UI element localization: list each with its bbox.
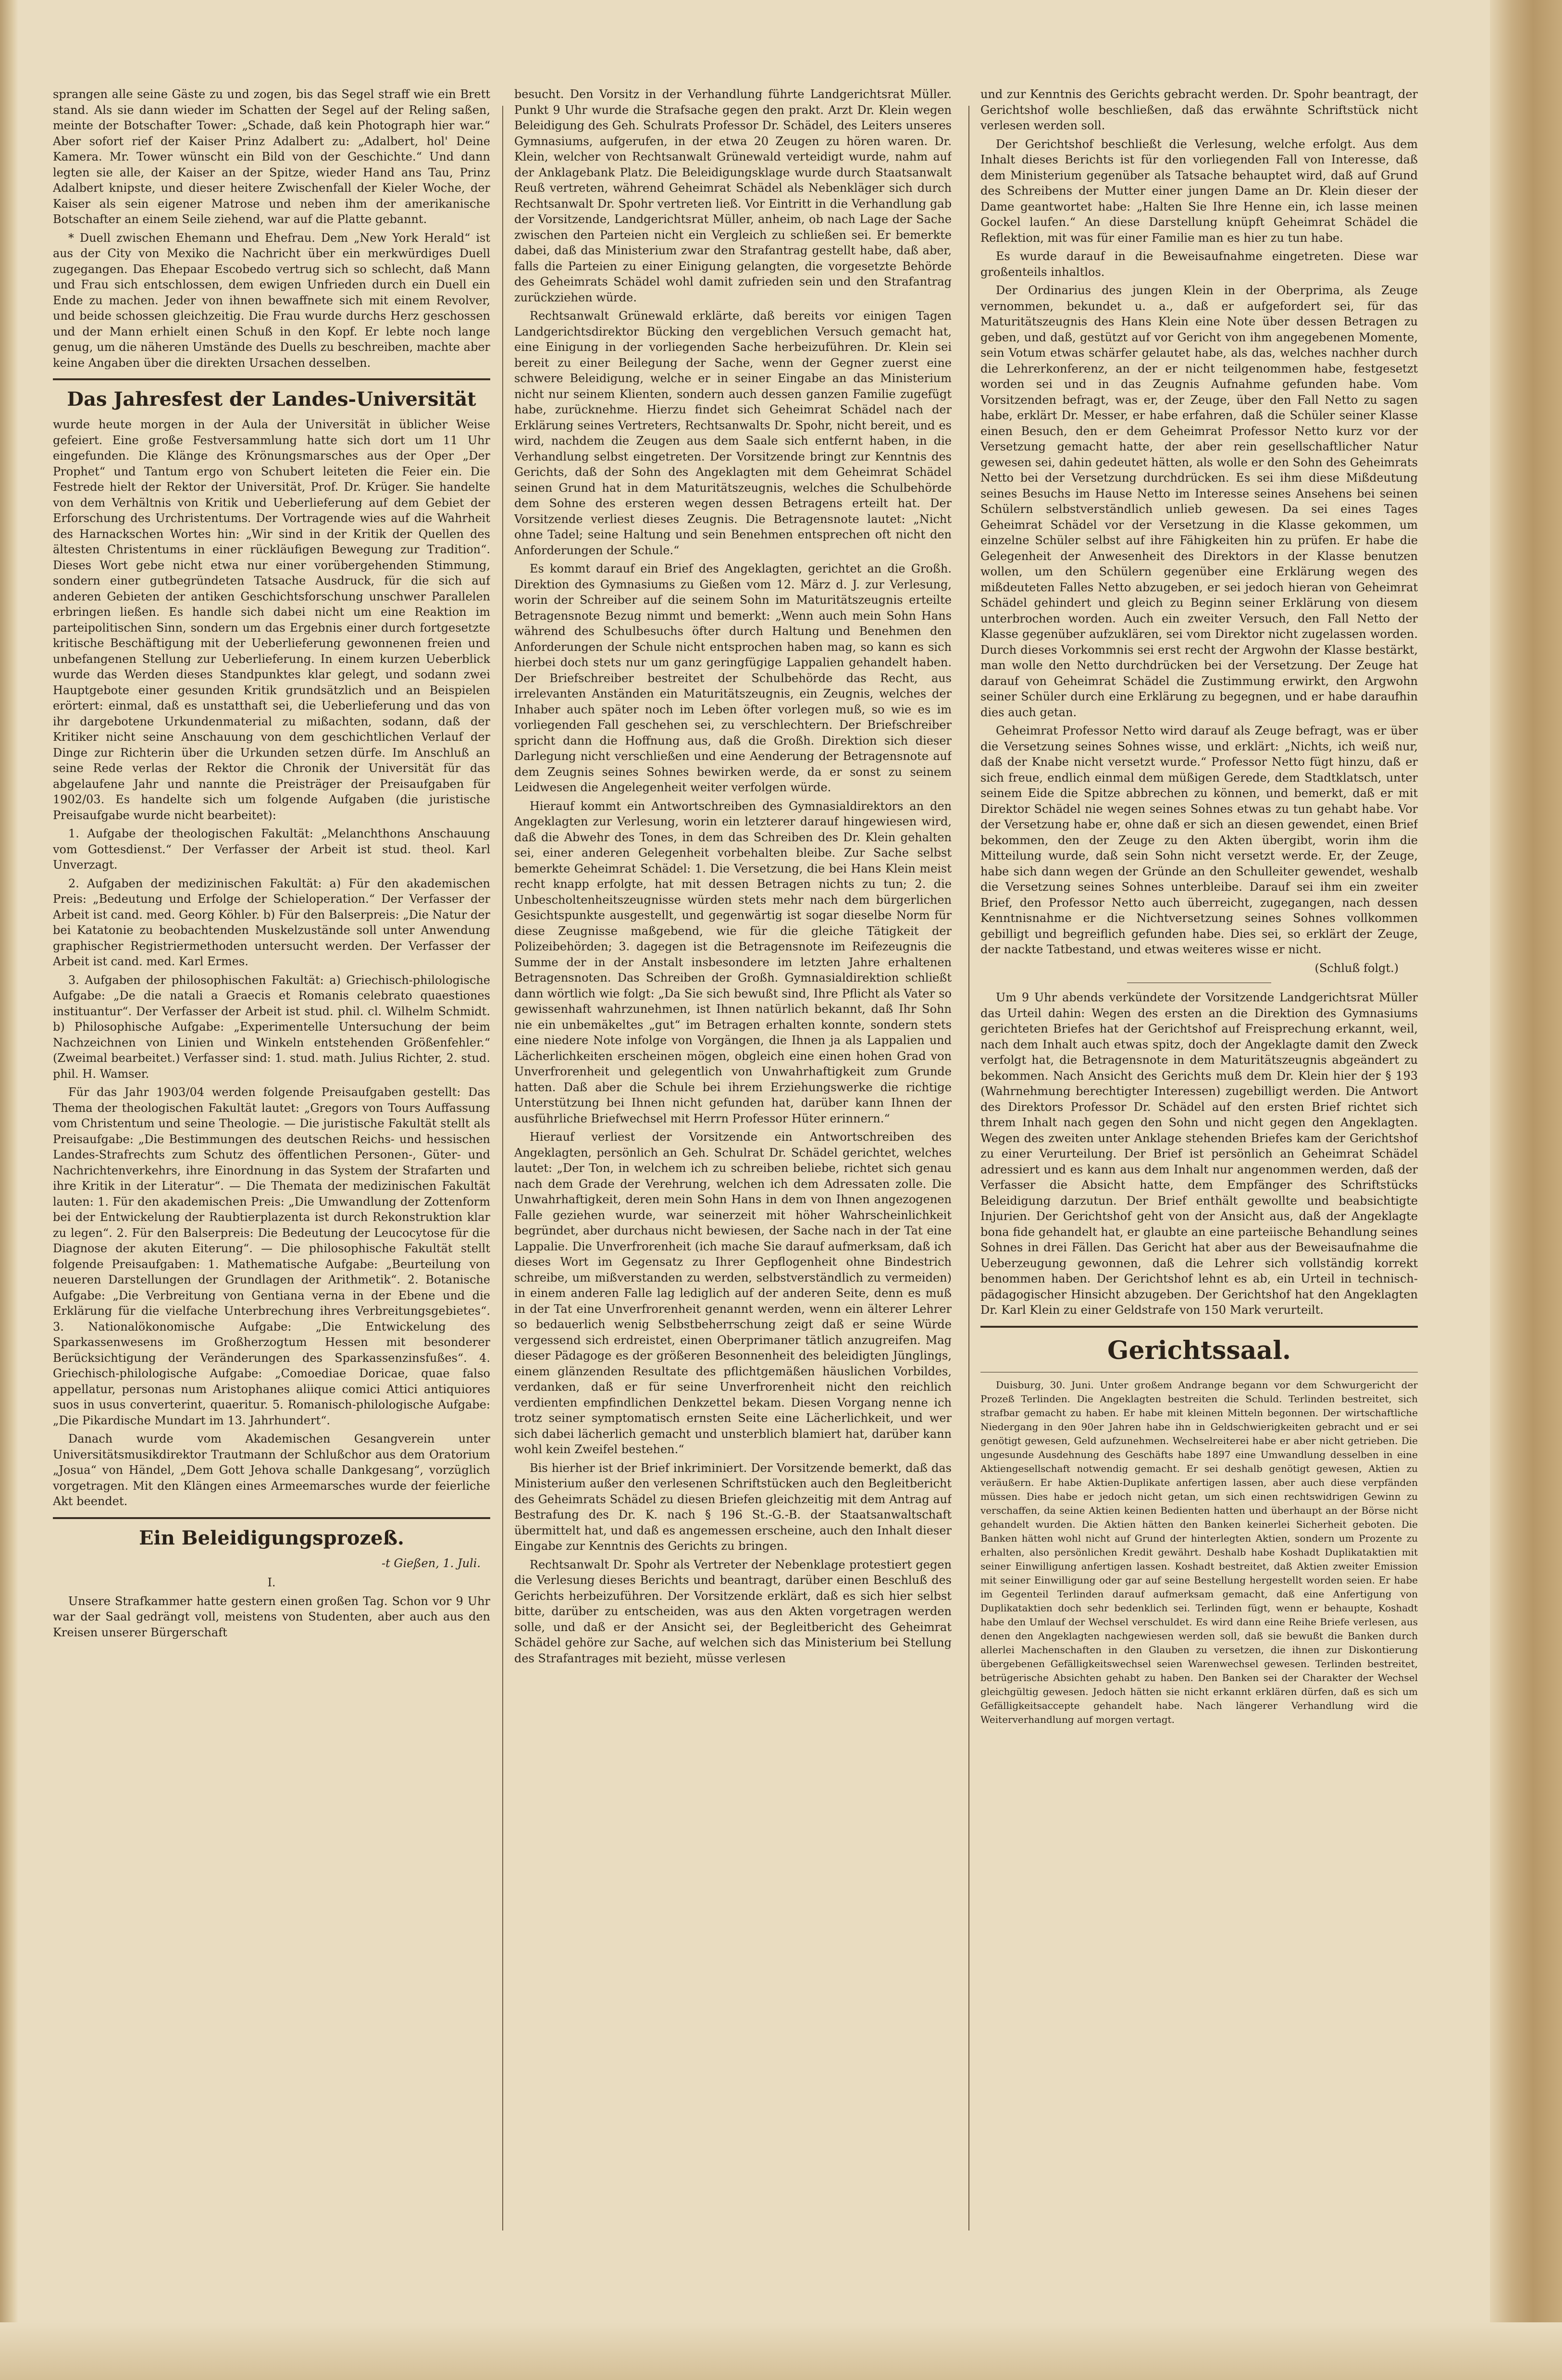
- section-divider: [980, 1326, 1418, 1328]
- scan-edge-right: [1490, 0, 1562, 2380]
- newspaper-page: [34, 87, 1447, 2279]
- article-paragraph: und zur Kenntnis des Gerichts gebracht werden. Dr. Spohr beantragt, der Gerichtshof wolle beschließen, daß das erwähnte Schriftstück nicht verlesen werden soll.: [980, 87, 1418, 132]
- article-paragraph: 2. Aufgaben der medizinischen Fakultät: a) Für den akademischen Preis: „Bedeutung und Erfolge der Schieloperation.“ Der Verfasser der Arbeit ist cand. med. Georg Köhler. b) Für den Balserpreis: „Die Natur der bei Katatonie zu beobachtenden Muskelzustände soll unter Anwendung graphischer Registriermethoden untersucht werden. Der Verfasser der Arbeit ist cand. med. Karl Ermes.: [53, 876, 490, 968]
- article-paragraph: Rechtsanwalt Grünewald erklärte, daß bereits vor einigen Tagen Landgerichtsdirektor Bücking den vergeblichen Versuch gemacht hat, eine Einigung in der vorliegenden Sache herbeizuführen. Dr. Klein sei bereit zu einer Beilegung der Sache, wenn der Gegner zuerst eine schwere Beleidigung, welche er in seiner Eingabe an das Ministerium nicht nur seinem Klienten, sondern auch dessen ganzen Familie zugefügt habe, zurücknehme. Hierzu findet sich Geheimrat Schädel nach der Erklärung seines Vertreters, Rechtsanwalts Dr. Spohr, nicht bereit, und es wird, nachdem die Zeugen aus dem Saale sich entfernt haben, in die Verhandlung selbst eingetreten. Der Vorsitzende bringt zur Kenntnis des Gerichts, daß der Sohn des Angeklagten mit dem Geheimrat Schädel seinen Grund hat in dem Maturitätszeugnis, welches die Schulbehörde dem Sohne des ersteren wegen dessen Betragens erteilt hat. Der Vorsitzende verliest dieses Zeugnis. Die Betragensnote lautet: „Nicht ohne Tadel; seine Haltung und sein Benehmen entsprechen oft nicht den Anforderungen der Schule.“: [514, 309, 952, 557]
- article-paragraph: Rechtsanwalt Dr. Spohr als Vertreter der Nebenklage protestiert gegen die Verlesung dieses Berichts und beantragt, darüber einen Beschluß des Gerichts herbeizuführen. Der Vorsitzende erklärt, daß es sich hier selbst bitte, darüber zu entscheiden, was aus den Akten vorgetragen werden solle, und daß er der Ansicht sei, der Begleitbericht des Geheimrat Schädel gehöre zur Sache, auf welchen sich das Ministerium bei Stellung des Strafantrages mit bezieht, müsse verlesen: [514, 1558, 952, 1665]
- column-rule: [502, 106, 503, 2230]
- part-number: I.: [267, 1576, 276, 1589]
- article-paragraph: * Duell zwischen Ehemann und Ehefrau. Dem „New York Herald“ ist aus der City von Mexiko die Nachricht über ein merkwürdiges Duell zugegangen. Das Ehepaar Escobedo vertrug sich so schlecht, daß Mann und Frau sich entschlossen, dem ewigen Unfrieden durch ein Duell ein Ende zu machen. Jeder von ihnen bewaffnete sich mit einem Revolver, und beide schossen gleichzeitig. Die Frau wurde durchs Herz geschossen und der Mann erhielt einen Schuß in den Kopf. Er lebte noch lange genug, um die näheren Umstände des Duells zu beschreiben, machte aber keine Angaben über die direkten Ursachen desselben.: [53, 231, 490, 370]
- article-paragraph: besucht. Den Vorsitz in der Verhandlung führte Landgerichtsrat Müller. Punkt 9 Uhr wurde die Strafsache gegen den prakt. Arzt Dr. Klein wegen Beleidigung des Geh. Schulrats Professor Dr. Schädel, des Leiters unseres Gymnasiums, aufgerufen, in der etwa 20 Zeugen zu hören waren. Dr. Klein, welcher von Rechtsanwalt Grünewald verteidigt wurde, nahm auf der Anklagebank Platz. Die Beleidigungsklage wurde durch Staatsanwalt Reuß vertreten, während Geheimrat Schädel als Nebenkläger sich durch Rechtsanwalt Dr. Spohr vertreten ließ. Vor Eintritt in die Verhandlung gab der Vorsitzende, Landgerichtsrat Müller, anheim, ob nach Lage der Sache zwischen den Parteien nicht ein Vergleich zu schließen sei. Er bemerkte dabei, daß das Ministerium zwar den Strafantrag gestellt habe, daß aber, falls die Parteien zu einer Einigung gelangten, die vorgesetzte Behörde des Geheimrats Schädel wohl damit zufrieden sein und den Strafantrag zurückziehen würde.: [514, 87, 952, 304]
- continuation-note: (Schluß folgt.): [1314, 961, 1399, 975]
- article-paragraph: Um 9 Uhr abends verkündete der Vorsitzende Landgerichtsrat Müller das Urteil dahin: Wegen des ersten an die Direktion des Gymnasiums gerichteten Briefes hat der Gerichtshof auf Freisprechung erkannt, weil, nach dem Inhalt auch etwas spitz, doch der Angeklagte damit den Zweck verfolgt hat, die Betragensnote in dem Maturitätszeugnis abgeändert zu bekommen. Nach Ansicht des Gerichts muß dem Dr. Klein hier der § 193 (Wahrnehmung berechtigter Interessen) zugebilligt werden. Die Antwort des Direktors Professor Dr. Schädel auf den ersten Brief richtet sich threm Inhalt nach gegen den Sohn und nicht gegen den Angeklagten. Wegen des zweiten unter Anklage stehenden Briefes kam der Gerichtshof zu einer Verurteilung. Der Brief ist persönlich an Geheimrat Schädel adressiert und es kann aus dem Inhalt nur angenommen werden, daß der Verfasser die Absicht hatte, dem Empfänger des Schriftstücks Beleidigung darzutun. Der Brief enthält gewollte und beabsichtigte Injurien. Der Gerichtshof geht von der Ansicht aus, daß der Angeklagte bona fide gehandelt hat, er glaubte an eine parteiische Behandlung seines Sohnes in drei Fällen. Das Gericht hat aber aus der Beweisaufnahme die Ueberzeugung gewonnen, daß die Lehrer sich vollständig korrekt benommen haben. Der Gerichtshof lehnt es ab, ein Urteil in technisch-pädagogischer Hinsicht abzugeben. Der Gerichtshof hat den Angeklagten Dr. Karl Klein zu einer Geldstrafe von 150 Mark verurteilt.: [980, 991, 1418, 1317]
- article-paragraph: Unsere Strafkammer hatte gestern einen großen Tag. Schon vor 9 Uhr war der Saal gedrängt voll, meistens von Studenten, aber auch aus den Kreisen unserer Bürgerschaft: [53, 1594, 490, 1639]
- article-paragraph: Es kommt darauf ein Brief des Angeklagten, gerichtet an die Großh. Direktion des Gymnasiums zu Gießen vom 12. März d. J. zur Verlesung, worin der Schreiber auf die seinem Sohn im Maturitätszeugnis erteilte Betragensnote Bezug nimmt und bemerkt: „Wenn auch mein Sohn Hans während des Schulbesuchs öfter durch Haltung und Benehmen den Anforderungen der Schule nicht entsprochen haben mag, so kann es sich hierbei doch stets nur um ganz geringfügige Lappalien gehandelt haben. Der Briefschreiber bestreitet der Schulbehörde das Recht, aus irrelevanten Anständen ein Maturitätszeugnis, ein Zeugnis, welches der Inhaber auch später noch im Leben öfter vorlegen muß, so wie es im vorliegenden Fall geschehen sei, zu verschlechtern. Der Briefschreiber spricht dann die Hoffnung aus, daß die Großh. Direktion sich dieser Darlegung nicht verschließen und eine Aenderung der Betragensnote auf dem Zeugnis seines Sohnes bewirken werde, da er sonst zu seinem Leidwesen die Angelegenheit weiter verfolgen würde.: [514, 562, 952, 794]
- section-divider: [53, 1517, 490, 1519]
- article-paragraph: wurde heute morgen in der Aula der Universität in üblicher Weise gefeiert. Eine große Festversammlung hatte sich dort um 11 Uhr eingefunden. Die Klänge des Krönungsmarsches aus der Oper „Der Prophet“ und Tantum ergo von Schubert leiteten die Feier ein. Die Festrede hielt der Rektor der Universität, Prof. Dr. Krüger. Sie handelte von dem Verhältnis von Kritik und Ueberlieferung auf dem Gebiet der Erforschung des Urchristentums. Der Vortragende wies auf die Wahrheit des Harnackschen Wortes hin: „Wir sind in der Kritik der Quellen des ältesten Christentums in einer rückläufigen Bewegung zur Tradition“. Dieses Wort gebe nicht etwa nur einer vorübergehenden Stimmung, sondern einer gutbegründeten Tatsache Ausdruck, für die sich auf anderen Gebieten der antiken Geschichtsforschung unschwer Parallelen erbringen ließen. Es handle sich dabei nicht um eine Reaktion im parteipolitischen Sinn, sondern um das Ergebnis einer durch fortgesetzte kritische Beschäftigung mit der Ueberlieferung gewonnenen freien und unbefangenen Stellung zur Ueberlieferung. In einem kurzen Ueberblick wurde das Werden dieses Standpunktes klar gelegt, und sodann zwei Hauptgebote einer gesunden Kritik grundsätzlich und an Beispielen erörtert: einmal, daß es unstatthaft sei, die Ueberlieferung und das von ihr dargebotene Urkundenmaterial zu mißachten, sodann, daß der Kritiker nicht seine Anschauung von dem geschichtlichen Verlauf der Dinge zur Richterin über die Urkunden setzen dürfe. Im Anschluß an seine Rede verlas der Rektor die Chronik der Universität für das abgelaufene Jahr und nannte die Preisträger der Preisaufgaben für 1902/03. Es handelte sich um folgende Aufgaben (die juristische Preisaufgabe wurde nicht bearbeitet):: [53, 418, 490, 822]
- column-3: [980, 87, 1418, 2279]
- column-1: [53, 87, 490, 2279]
- article-paragraph: Der Ordinarius des jungen Klein in der Oberprima, als Zeuge vernommen, bekundet u. a., daß er aufgefordert sei, für das Maturitätszeugnis des Hans Klein eine Note über dessen Betragen zu geben, und daß, gestützt auf vor Gericht von ihm angegebenen Momente, sein Votum etwas schärfer gelautet habe, als das, welches nachher durch die Lehrerkonferenz, an der er nicht teilgenommen habe, festgesetzt worden sei und in das Zeugnis Aufnahme gefunden habe. Vom Vorsitzenden befragt, was er, der Zeuge, über den Fall Netto zu sagen habe, erklärt Dr. Messer, er habe erfahren, daß die Schüler seiner Klasse einen Besuch, den er dem Geheimrat Professor Netto kurz vor der Versetzung gemacht hatte, der aber rein gesellschaftlicher Natur gewesen sei, dahin gedeutet hätten, als wolle er den Sohn des Geheimrats Netto bei der Versetzung durchdrücken. Es sei ihm diese Mißdeutung seines Besuchs im Hause Netto im Interesse seines Ansehens bei seinen Schülern selbstverständlich unlieb gewesen. Da sei eines Tages Geheimrat Schädel vor der Versetzung in die Klasse gekommen, um einzelne Schüler selbst auf ihre Fähigkeiten hin zu prüfen. Er habe die Gelegenheit der Anwesenheit des Direktors in der Klasse benutzen wollen, um den Schülern gegenüber eine Erklärung wegen des mißdeuteten Falles Netto abzugeben, er sei jedoch hieran von Geheimrat Schädel gehindert und gleich zu Beginn seiner Erklärung von diesem unterbrochen worden. Auch ein zweiter Versuch, den Fall Netto der Klasse gegenüber aufzuklären, sei vom Direktor nicht zugelassen worden. Durch dieses Vorkommnis sei erst recht der Argwohn der Klasse bestärkt, man wolle den Netto durchdrücken bei der Versetzung. Der Zeuge hat darauf von Geheimrat Schädel die Zustimmung erwirkt, den Argwohn seiner Schüler durch eine Erklärung zu begegnen, und er habe daraufhin dies auch getan.: [980, 284, 1418, 719]
- article-paragraph: Der Gerichtshof beschließt die Verlesung, welche erfolgt. Aus dem Inhalt dieses Berichts ist für den vorliegenden Fall von Interesse, daß dem Ministerium gegenüber als Tatsache behauptet wird, daß auf Grund des Schreibens der Mutter einer jungen Dame an Dr. Klein dieser der Dame geantwortet habe: „Halten Sie Ihre Henne ein, ich lasse meinen Gockel laufen.“ An diese Darstellung knüpft Geheimrat Schädel die Reflektion, mit was für einer Familie man es hier zu tun habe.: [980, 137, 1418, 245]
- article-paragraph: Duisburg, 30. Juni. Unter großem Andrange begann vor dem Schwurgericht der Prozeß Terlinden. Die Angeklagten bestreiten die Schuld. Terlinden bestreitet, sich strafbar gemacht zu haben. Er habe mit kleinen Mitteln begonnen. Der wirtschaftliche Niedergang in den 90er Jahren habe ihn in Geldschwierigkeiten gebracht und er sei genötigt gewesen, Geld aufzunehmen. Wechselreiterei habe er aber nicht getrieben. Die ungesunde Ausdehnung des Geschäfts habe 1897 eine Umwandlung desselben in eine Aktiengesellschaft notwendig gemacht. Er sei deshalb genötigt gewesen, Aktien zu veräußern. Er habe Aktien-Duplikate anfertigen lassen, aber auch diese verpfänden müssen. Dies habe er jedoch nicht getan, um sich einen rechtswidrigen Gewinn zu verschaffen, da seine Aktien keinen Bedienten hatten und überhaupt an der Börse nicht gehandelt wurden. Die Aktien hätten den Banken keinerlei Sicherheit geboten. Die Banken hätten wohl nicht auf Grund der hinterlegten Aktien, sondern um Prozente zu erhalten, also persönlichen Kredit gewährt. Deshalb habe Koshadt Duplikataktien mit seiner Einwilligung anfertigen lassen. Koshadt bestreitet, daß Aktien zweiter Emission mit seiner Einwilligung oder gar auf seine Bestellung hergestellt worden seien. Er habe im Gegenteil Terlinden darauf aufmerksam gemacht, daß eine Anfertigung von Duplikataktien doch sehr bedenklich sei. Terlinden fügt, wenn er behaupte, Koshadt habe den Umlauf der Wechsel verschuldet. Es wird dann eine Reihe Briefe verlesen, aus denen den Angeklagten nachgewiesen werden soll, daß sie bewußt die Banken durch allerlei Machenschaften in den Glauben zu versetzen, die ihnen zur Diskontierung übergebenen Gefälligkeitswechsel seien Warenwechsel gewesen. Terlinden bestreitet, betrügerische Absichten gehabt zu haben. Den Banken sei der Charakter der Wechsel gleichgültig gewesen. Jedoch hätten sie nicht erkannt erklären dürfen, daß es sich um Gefälligkeitsaccepte gehandelt habe. Nach längerer Verhandlung wird die Weiterverhandlung auf morgen vertagt.: [980, 1379, 1418, 1725]
- article-heading: Das Jahresfest der Landes-Universität: [67, 388, 476, 411]
- scan-bottom-edge: [0, 2322, 1562, 2380]
- article-paragraph: Hierauf verliest der Vorsitzende ein Antwortschreiben des Angeklagten, persönlich an Geh. Schulrat Dr. Schädel gerichtet, welches lautet: „Der Ton, in welchem ich zu schreiben beliebe, richtet sich genau nach dem Grade der Verehrung, welchen ich dem Adressaten zolle. Die Unwahrhaftigkeit, deren mein Sohn Hans in dem von Ihnen angezogenen Falle geziehen wurde, war seinerzeit mit höher Wahrscheinlichkeit begründet, aber durchaus nicht bewiesen, der Sache nach in der Tat eine Lappalie. Die Unverfrorenheit (ich mache Sie darauf aufmerksam, daß ich dieses Wort im Gegensatz zu Ihrer Gepflogenheit ohne Bindestrich schreibe, um mißverstanden zu werden, selbstverständlich zu vermeiden) in einem anderen Falle lag lediglich auf der anderen Seite, denn es muß in der Tat eine Unverfrorenheit genannt werden, wenn ein älterer Lehrer so bedauerlich wenig Selbstbeherrschung zeigt daß er seine Würde vergessend sich erdreistet, einen Oberprimaner tätlich anzugreifen. Mag dieser Pädagoge es der größeren Besonnenheit des beleidigten Jünglings, einem glänzenden Resultate des pflichtgemäßen häuslichen Vorbildes, verdanken, daß er für seine Unverfrorenheit nicht den reichlich verdienten empfindlichen Denkzettel bekam. Diesen Vorgang nenne ich trotz seiner symptomatisch ernsten Seite eine Lächerlichkeit, und wer sich dabei lächerlich gemacht und unsterblich blamiert hat, darüber kann wohl kein Zweifel bestehen.“: [514, 1130, 952, 1456]
- article-paragraph: Bis hierher ist der Brief inkriminiert. Der Vorsitzende bemerkt, daß das Ministerium außer den verlesenen Schriftstücken auch den Begleitbericht des Geheimrats Schädel zu diesen Briefen gleichzeitig mit dem Antrag auf Bestrafung des Dr. K. nach § 196 St.-G.-B. der Staatsanwaltschaft übermittelt hat, und daß es angemessen erscheine, auch den Inhalt dieser Eingabe zur Kenntnis des Gerichts zu bringen.: [514, 1461, 952, 1553]
- article-paragraph: Für das Jahr 1903/04 werden folgende Preisaufgaben gestellt: Das Thema der theologischen Fakultät lautet: „Gregors von Tours Auffassung vom Christentum und seine Theologie. — Die juristische Fakultät stellt als Preisaufgabe: „Die Bestimmungen des deutschen Reichs- und hessischen Landes-Strafrechts zum Schutz des öffentlichen Personen-, Güter- und Nachrichtenverkehrs, ihre Einordnung in das System der Strafarten und ihre Kritik in der Literatur“. — Die Themata der medizinischen Fakultät lauten: 1. Für den akademischen Preis: „Die Umwandlung der Zottenform bei der Entwickelung der Raubtierplazenta ist durch Rekonstruktion klar zu legen“. 2. Für den Balserpreis: Die Bedeutung der Leucocytose für die Diagnose der akuten Eiterung“. — Die philosophische Fakultät stellt folgende Preisaufgaben: 1. Mathematische Aufgabe: „Beurteilung von neueren Darstellungen der Grundlagen der Arithmetik“. 2. Botanische Aufgabe: „Die Verbreitung von Gentiana verna in der Ebene und die Erklärung für die vielfache Unterbrechung ihres Verbreitungsgebietes“. 3. Nationalökonomische Aufgabe: „Die Entwickelung des Sparkassenwesens im Großherzogtum Hessen mit besonderer Berücksichtigung der Veränderungen des Sparkassenzinsfußes“. 4. Griechisch-philologische Aufgabe: „Comoediae Doricae, quae falso appellatur, personas num Aristophanes aliique comici Attici antiquiores suos in usus converterint, quaeritur. 5. Romanisch-philologische Aufgabe: „Die Pikardische Mundart im 13. Jahrhundert“.: [53, 1085, 490, 1427]
- section-divider: [53, 378, 490, 380]
- article-paragraph: Es wurde darauf in die Beweisaufnahme eingetreten. Diese war großenteils inhaltlos.: [980, 249, 1418, 279]
- scan-edge-left: [0, 0, 18, 2380]
- article-paragraph: 1. Aufgabe der theologischen Fakultät: „Melanchthons Anschauung vom Gottesdienst.“ Der Verfasser der Arbeit ist stud. theol. Karl Unverzagt.: [53, 827, 490, 872]
- article-paragraph: 3. Aufgaben der philosophischen Fakultät: a) Griechisch-philologische Aufgabe: „De die natali a Graecis et Romanis celebrato quaestiones instituantur“. Der Verfasser der Arbeit ist stud. phil. cl. Wilhelm Schmidt. b) Philosophische Aufgabe: „Experimentelle Untersuchung der beim Nachzeichnen von Linien und Winkeln entstehenden Größenfehler.“ (Zweimal bearbeitet.) Verfasser sind: 1. stud. math. Julius Richter, 2. stud. phil. H. Wamser.: [53, 973, 490, 1081]
- article-paragraph: Hierauf kommt ein Antwortschreiben des Gymnasialdirektors an den Angeklagten zur Verlesung, worin ein letzterer darauf hingewiesen wird, daß die Abwehr des Tones, in dem das Schreiben des Dr. Klein gehalten sei, einer anderen Gelegenheit vorbehalten bleibe. Zur Sache selbst bemerkte Geheimrat Schädel: 1. Die Versetzung, die bei Hans Klein meist recht knapp erfolgte, hat mit dessen Betragen nichts zu tun; 2. die Unbescholtenheitszeugnisse würden stets mehr nach dem bürgerlichen Gesichtspunkte ausgestellt, und gegenwärtig ist sogar dieselbe Norm für diese Zeugnisse maßgebend, wie für die gleiche Tätigkeit der Polizeibehörden; 3. dagegen ist die Betragensnote im Reifezeugnis die Summe der in der Anstalt insbesondere im letzten Jahre erhaltenen Betragensnoten. Das Schreiben der Großh. Gymnasialdirektion schließt dann wörtlich wie folgt: „Da Sie sich bewußt sind, Ihre Pflicht als Vater so gewissenhaft wahrzunehmen, ist Ihnen natürlich bekannt, daß Ihr Sohn nie ein unbemäkeltes „gut“ im Betragen erhalten konnte, sondern stets eine niedere Note infolge von Vorgängen, die Ihnen ja als Lappalien und Lächerlichkeiten erscheinen mögen, obgleich eine einen hohen Grad von Unverfrorenheit und gelegentlich von Unwahrhaftigkeit zum Grunde hatten. Daß aber die Schule bei ihrem Erziehungswerke die richtige Unterstützung bei Ihnen nicht gefunden hat, darüber kann Ihnen der ausführliche Briefwechsel mit Herrn Professor Hüter erinnern.“: [514, 799, 952, 1125]
- article-paragraph: Geheimrat Professor Netto wird darauf als Zeuge befragt, was er über die Versetzung seines Sohnes wisse, und erklärt: „Nichts, ich weiß nur, daß der Knabe nicht versetzt wurde.“ Professor Netto fügt hinzu, daß er sich freue, endlich einmal dem müßigen Gerede, dem Stadtklatsch, unter seinem Eide die Spitze abbrechen zu können, und bemerkt, daß er mit Direktor Schädel nie wegen seines Sohnes etwas zu tun gehabt habe. Vor der Versetzung habe er, ohne daß er sich an diesen gewendet, einen Brief bekommen, den der Zeuge zu den Akten übergibt, worin ihm die Mitteilung wurde, daß sein Sohn nicht versetzt werde. Er, der Zeuge, habe sich dann wegen der Gründe an den Schulleiter gewendet, weshalb die Versetzung seines Sohnes unterbleibe. Darauf sei ihm ein zweiter Brief, den Professor Netto auch überreicht, zugegangen, nach dessen Kenntnisnahme er die Nichtversetzung seines Sohnes vollkommen gebilligt und begreiflich gefunden habe. Dies sei, so erklärt der Zeuge, der nackte Tatbestand, und etwas weiteres wisse er nicht.: [980, 724, 1418, 956]
- column-rule: [968, 106, 969, 2230]
- article-paragraph: Danach wurde vom Akademischen Gesangverein unter Universitätsmusikdirektor Trautmann der Schlußchor aus dem Oratorium „Josua“ von Händel, „Dem Gott Jehova schalle Dankgesang“, vorzüglich vorgetragen. Mit den Klängen eines Armeemarsches wurde der feierliche Akt beendet.: [53, 1432, 490, 1508]
- dateline: -t Gießen, 1. Juli.: [382, 1556, 481, 1570]
- column-2: [514, 87, 952, 2279]
- section-heading: Gerichtssaal.: [1107, 1335, 1291, 1365]
- article-heading: Ein Beleidigungsprozeß.: [139, 1526, 404, 1549]
- article-paragraph: sprangen alle seine Gäste zu und zogen, bis das Segel straff wie ein Brett stand. Als sie dann wieder im Schatten der Segel auf der Reling saßen, meinte der Botschafter Tower: „Schade, daß kein Photograph hier war.“ Aber sofort rief der Kaiser Prinz Adalbert zu: „Adalbert, hol' Deine Kamera. Mr. Tower wünscht ein Bild von der Geschichte.“ Und dann legten sie alle, der Kaiser an der Spitze, wieder Hand ans Tau, Prinz Adalbert knipste, und dieser heitere Zwischenfall der Kieler Woche, der Kaiser als sein eigener Matrose und neben ihm der amerikanische Botschafter an einem Seile ziehend, war auf die Platte gebannt.: [53, 87, 490, 226]
